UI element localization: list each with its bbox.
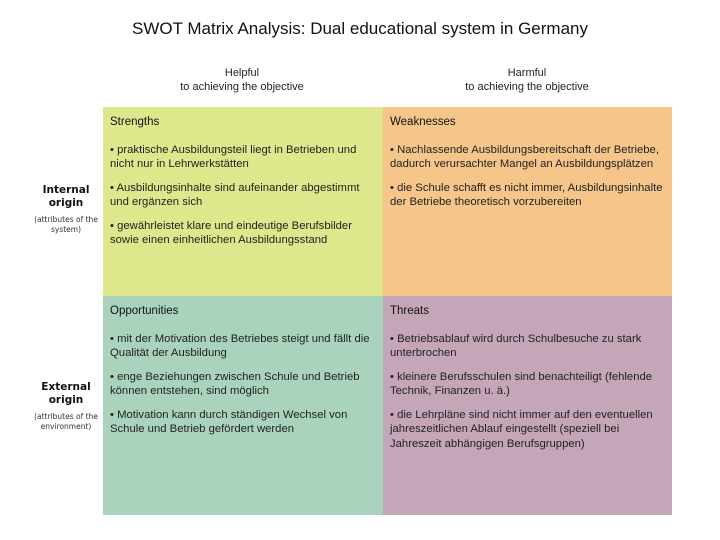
quadrant-opportunities-title: Opportunities xyxy=(110,305,179,317)
opportunities-item: • enge Beziehungen zwischen Schule und Betrieb können entstehen, sind möglich xyxy=(110,370,360,397)
row-header-internal-sub: (attributes of the system) xyxy=(34,215,98,234)
row-header-internal xyxy=(19,184,113,235)
row-header-external-line2: origin xyxy=(48,394,84,406)
column-header-helpful xyxy=(132,66,352,94)
strengths-item: • gewährleistet klare und eindeutige Berufsbilder sowie einen einheitlichen Ausbildungsstand xyxy=(110,219,352,246)
column-header-helpful-label: Helpful xyxy=(224,67,260,79)
column-header-harmful-sub: to achieving the objective xyxy=(465,81,589,93)
quadrant-threats xyxy=(383,296,672,515)
row-header-external-sub: (attributes of the environment) xyxy=(34,412,98,431)
quadrant-weaknesses xyxy=(383,107,672,296)
threats-item: • Betriebsablauf wird durch Schulbesuche zu stark unterbrochen xyxy=(390,332,642,359)
strengths-item: • Ausbildungsinhalte sind aufeinander abgestimmt und ergänzen sich xyxy=(110,181,360,208)
strengths-item: • praktische Ausbildungsteil liegt in Betrieben und nicht nur in Lehrwerkstätten xyxy=(110,143,357,170)
quadrant-strengths-title: Strengths xyxy=(110,116,160,128)
quadrant-weaknesses-title: Weaknesses xyxy=(390,116,456,128)
column-header-helpful-sub: to achieving the objective xyxy=(180,81,304,93)
opportunities-item: • Motivation kann durch ständigen Wechsel von Schule und Betrieb gefördert werden xyxy=(110,408,348,435)
threats-item: • die Lehrpläne sind nicht immer auf den eventuellen jahreszeitlichen Ablauf eingestellt (speziell bei Jahreszeit abhängigen Berufsgruppen) xyxy=(390,408,653,450)
row-header-external xyxy=(19,381,113,432)
row-header-internal-line2: origin xyxy=(48,197,84,209)
diagram-title: SWOT Matrix Analysis: Dual educational system in Germany xyxy=(131,19,588,38)
row-header-external-line1: External xyxy=(41,381,91,393)
quadrant-threats-title: Threats xyxy=(390,305,429,317)
column-header-harmful xyxy=(417,66,637,94)
quadrant-opportunities xyxy=(103,296,383,515)
quadrant-strengths xyxy=(103,107,383,296)
threats-item: • kleinere Berufsschulen sind benachteiligt (fehlende Technik, Finanzen u. ä.) xyxy=(390,370,653,397)
row-header-internal-line1: Internal xyxy=(42,184,90,196)
opportunities-item: • mit der Motivation des Betriebes steigt und fällt die Qualität der Ausbildung xyxy=(110,332,370,359)
weaknesses-item: • Nachlassende Ausbildungsbereitschaft der Betriebe, dadurch verursachter Mangel an Ausbildungsplätzen xyxy=(390,143,659,170)
weaknesses-item: • die Schule schafft es nicht immer, Ausbildungsinhalte der Betriebe theoretisch vorzubereiten xyxy=(390,181,663,208)
column-header-harmful-label: Harmful xyxy=(507,67,547,79)
